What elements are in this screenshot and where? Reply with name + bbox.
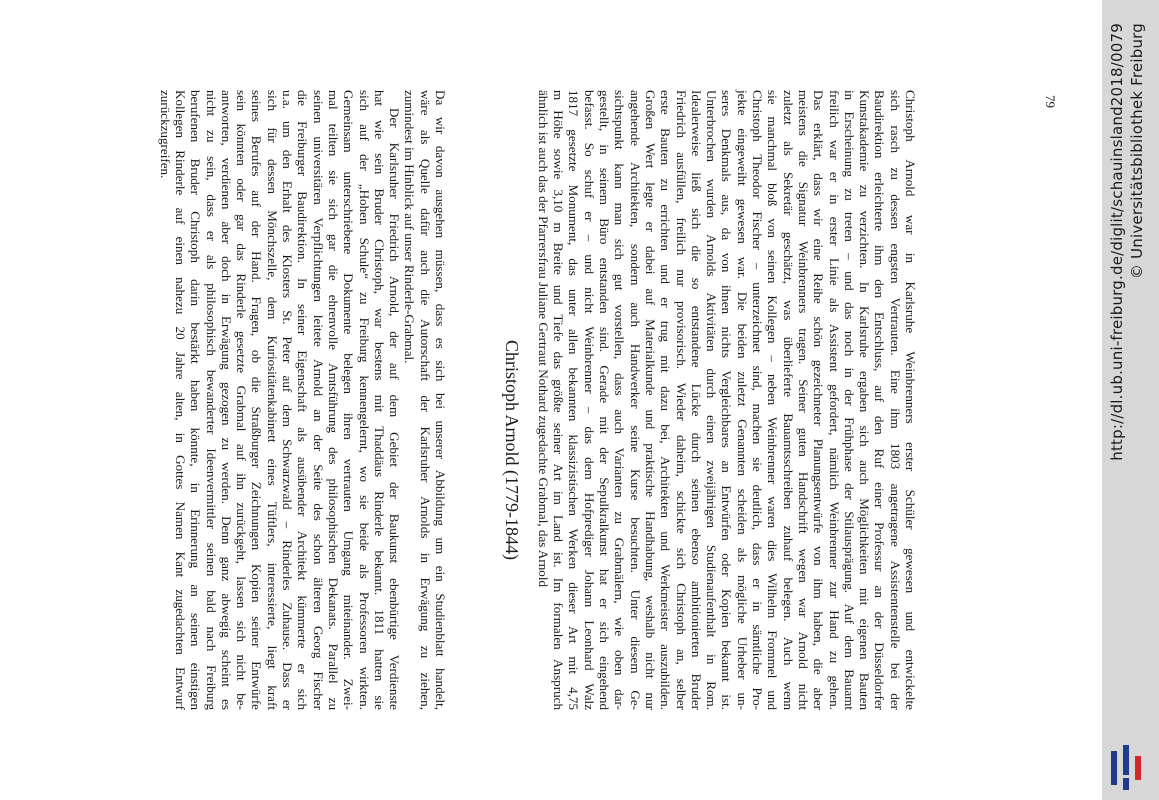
text-line: Das erklärt, dass wir eine Reihe schön gezeichneter Planungsentwürfe von ihm haben, die aber: [811, 90, 827, 710]
text-line: zumindest im Hinblick auf unser Rinderle-Grabmal.: [402, 90, 418, 364]
text-line: sie manchmal bloß von seinen Kollegen – neben Weinbrenner waren dies Wilhelm Frommel und: [765, 90, 781, 710]
text-line: befasst. So schuf er – und nicht Weinbrenner – das dem Hofprediger Johann Leonhard Walz: [581, 90, 597, 710]
logo-blue-bar: [1123, 778, 1129, 790]
text-line: die Freiburger Baudirektion. In seiner Eigenschaft als ausübender Architekt kümmerte er sich: [295, 90, 311, 710]
sidebar-text: [1100, 0, 1159, 800]
text-line: mal teilten sie sich gar die ehrenvolle Amtsführung des philosophischen Dekanats. Parallel zu: [325, 90, 341, 710]
text-column-1: [157, 90, 448, 710]
text-line: sich rasch zu dessen engsten Vertrauten. Eine ihm 1803 angetragene Assistentenstelle bei der: [887, 90, 903, 710]
text-line: Baudirektion erleichterte ihm den Entschluss, auf den Ruf einer Professur an der Düsseldorfer: [872, 90, 888, 710]
text-line: antworten, verdienen aber doch in Erwägung gezogen zu werden. Denn ganz abwegig scheint es: [218, 90, 234, 710]
section-heading: Christoph Arnold (1779-1844): [502, 340, 522, 560]
text-line: berufenen Bruder Christoph darin bestärkt haben könnte, in Erinnerung an seinen einstigen: [188, 90, 204, 710]
text-line: Christoph Arnold war in Karlsruhe Weinbrenners erster Schüler gewesen und entwickelte: [903, 90, 918, 710]
text-line: Idealerweise ließ sich die so entstandene Lücke durch seinen ebenso ambitionierten Bruder: [688, 90, 704, 710]
text-line: seines Berufes auf der Hand. Fragen, ob die Straßburger Zeichnungen Kopien seiner Entwürfe: [249, 90, 265, 710]
text-line: erste Bauten zu errichten und er trug mit dazu bei, Architekten und Werkmeister auszubilden.: [658, 90, 674, 710]
copyright-notice: © Universitätsbibliothek Freiburg: [1128, 23, 1146, 280]
text-line: sein könnten oder gar das Rinderle gesetzte Grabmal auf ihn zurückgeht, lassen sich nicht be-: [234, 90, 250, 710]
text-line: in Erscheinung zu treten – und das noch in der Frühphase der Stilausprägung. Auf dem Bauamt: [841, 90, 857, 710]
text-line: Kunstakademie zu verzichten. In Karlsruhe ergaben sich auch Möglichkeiten mit eigenen Bauten: [857, 90, 873, 710]
text-line: seres Denkmals aus, da von ihnen nichts Vergleichbares an Entwürfen oder Kopien bekannt ist.: [719, 90, 735, 710]
text-column-2: [536, 90, 918, 710]
text-line: 1817 gesetzte Monument, das unter allen bekannten klassizistischen Werken dieser Art mit 4,75: [566, 90, 582, 710]
text-line: sich auf der „Hohen Schule“ zu Freiburg kennengelernt, wo sie beide als Professoren wirkten.: [356, 90, 372, 710]
text-line: sichtspunkt kann man sich gut vorstellen, dass auch Varianten zu Grabmälern, wie oben dar-: [612, 90, 628, 710]
text-line: ähnlich ist auch das der Pfarrersfrau Juliane Gertraut Nothard zugedachte Grabmal, das Arnold: [535, 90, 551, 588]
logo-blue-bar: [1123, 745, 1129, 775]
text-line: nicht zu sein, dass er als philosophisch bewanderter Ideenvermittler seinen bald nach Freiburg: [203, 90, 219, 710]
page-number: 79: [1043, 95, 1058, 108]
logo-red-bar: [1135, 756, 1141, 780]
source-url-link[interactable]: http://dl.ub.uni-freiburg.de/diglit/schauinsland2018/0079: [1108, 23, 1126, 461]
text-line: Da wir davon ausgehen müssen, dass es sich bei unserer Abbildung um ein Studienblatt handelt,: [433, 90, 448, 710]
text-line: meistens die Signatur Weinbrenners tragen. Seiner guten Handschrift wegen war Arnold nicht: [795, 90, 811, 710]
text-line: m Höhe sowie 3,10 m Breite und Tiefe das größte seiner Art im Land ist. Im formalen Anspruch: [551, 90, 567, 710]
ub-freiburg-logo-icon: [1107, 742, 1153, 794]
text-line: sich für dessen Mönchszelle, dem Kuriositätenkabinett eines Tüftlers, interessierte, liegt kraft: [264, 90, 280, 710]
text-line: zuletzt als Sekretär geschätzt, was überlieferte Bauamtsschreiben zuhauf belegen. Auch wenn: [780, 90, 796, 710]
logo-blue-bar: [1111, 751, 1117, 785]
text-line: gestellt, in seinem Büro entstanden sind. Gerade mit der Sepulkralkunst hat er sich eingehend: [597, 90, 613, 710]
text-line: u.a. um den Erhalt des Klosters St. Peter auf dem Schwarzwald – Rinderles Zuhause. Dass er: [280, 90, 296, 710]
text-line: freilich war er in erster Linie als Assistent gefordert, nämlich Weinbrenner zur Hand zu gehen.: [826, 90, 842, 710]
text-line: Der Karlsruher Friedrich Arnold, der auf dem Gebiet der Baukunst ebenbürtige Verdienste: [387, 108, 403, 710]
text-line: zurückzugreifen.: [157, 90, 173, 179]
text-line: Großen Wert legte er dabei auf Materialkunde und praktische Handhabung, weshalb nicht nur: [642, 90, 658, 710]
text-line: Unterbrochen wurden Arnolds Aktivitäten durch einen zweijährigen Studienaufenthalt in Rom.: [704, 90, 720, 710]
text-line: wäre als Quelle dafür auch die Autorschaft der Karlsruher Arnolds in Erwägung zu ziehen,: [417, 90, 433, 710]
text-line: Christoph Theodor Fischer – unterzeichnet sind, machen sie deutlich, dass er in sämtliche Pro-: [750, 90, 766, 710]
text-line: jekte eingeweiht gewesen war. Die beiden zuletzt Genannten scheiden als mögliche Urheber un-: [734, 90, 750, 710]
text-line: Kollegen Rinderle auf einen nahezu 20 Jahre alten, in Gottes Namen Kant zugedachten Entwurf: [172, 90, 188, 710]
text-line: hat wie sein Bruder Christoph, war bestens mit Thaddäus Rinderle bekannt. 1811 hatten sie: [371, 90, 387, 710]
text-line: Friedrich ausfüllen, freilich nur provisorisch. Wieder daheim, schickte sich Christoph an, selber: [673, 90, 689, 710]
text-line: Gemeinsam unterschriebene Dokumente belegen ihren vertrauten Umgang miteinander. Zwei-: [341, 90, 357, 710]
text-line: seinen universitären Verpflichtungen leitete Arnold an der Seite des schon älteren Georg Fischer: [310, 90, 326, 710]
text-line: angehende Architekten, sondern auch Handwerker seine Kurse besuchten. Unter diesem Ge-: [627, 90, 643, 710]
